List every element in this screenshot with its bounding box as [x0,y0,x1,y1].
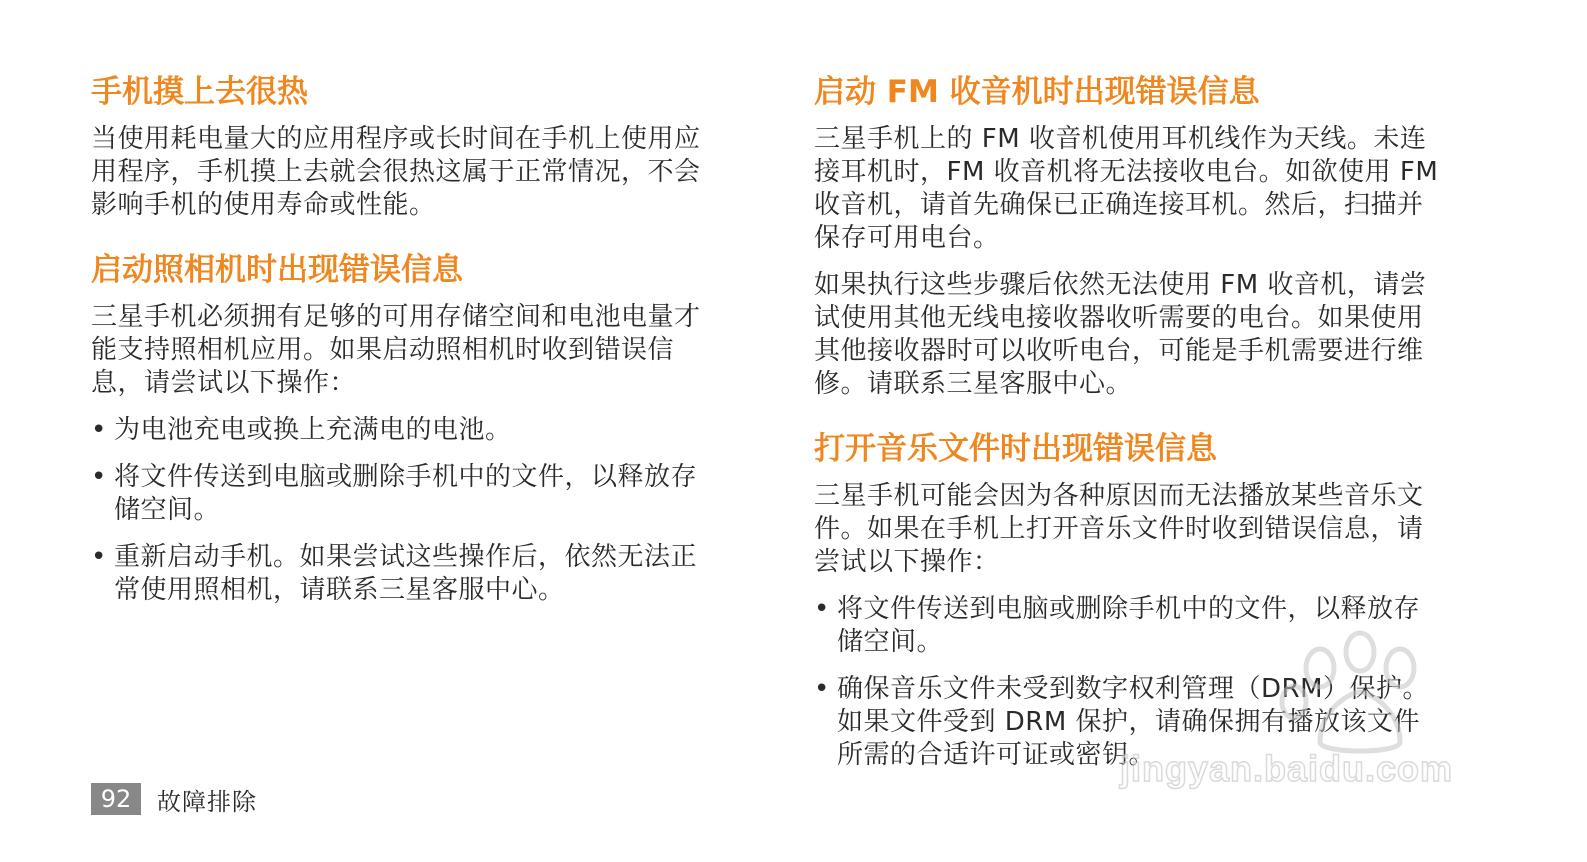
bullet-dot-icon: • [91,462,107,492]
body-paragraph [814,123,1486,255]
text-line: 重新启动手机。如果尝试这些操作后，依然无法正 [114,542,698,572]
text-line: 影响手机的使用寿命或性能。 [91,190,436,220]
text-line: 其他接收器时可以收听电台，可能是手机需要进行维 [814,336,1424,366]
text-line: 件。如果在手机上打开音乐文件时收到错误信息，请 [814,514,1424,544]
bullet-list [814,593,1486,772]
text-line: 接耳机时，FM 收音机将无法接收电台。如欲使用 FM [814,157,1439,187]
text-line: 当使用耗电量大的应用程序或长时间在手机上使用应 [91,124,701,154]
text-line: 三星手机必须拥有足够的可用存储空间和电池电量才 [91,302,701,332]
text-line: 三星手机可能会因为各种原因而无法播放某些音乐文 [814,481,1424,511]
body-paragraph [91,301,751,400]
body-paragraph [814,269,1486,401]
text-line: 收音机，请首先确保已正确连接耳机。然后，扫描并 [814,190,1424,220]
text-line: 尝试以下操作： [814,547,1000,577]
text-line: 将文件传送到电脑或删除手机中的文件，以释放存 [114,462,698,492]
text-line: 三星手机上的 FM 收音机使用耳机线作为天线。未连 [814,124,1427,154]
bullet-dot-icon: • [91,542,107,572]
bullet-dot-icon: • [91,415,107,445]
bullet-dot-icon: • [814,674,830,704]
section-title: 启动照相机时出现错误信息 [91,252,463,288]
left-column [91,70,751,633]
text-line: 所需的合适许可证或密钥。 [837,740,1156,770]
section-title: 打开音乐文件时出现错误信息 [814,431,1217,467]
text-line: 试使用其他无线电接收器收听需要的电台。如果使用 [814,303,1424,333]
text-line: 将文件传送到电脑或删除手机中的文件，以释放存 [837,594,1421,624]
page-number: 92 [91,783,141,815]
bullet-list [91,414,751,607]
text-line: 修。请联系三星客服中心。 [814,369,1133,399]
text-line: 如果文件受到 DRM 保护，请确保拥有播放该文件 [837,707,1421,737]
text-line: 为电池充电或换上充满电的电池。 [114,415,512,445]
text-line: 如果执行这些步骤后依然无法使用 FM 收音机，请尝 [814,270,1427,300]
bullet-item [814,673,1486,772]
bullet-item [814,593,1486,659]
text-line: 息，请尝试以下操作： [91,368,357,398]
body-paragraph [91,123,751,222]
body-paragraph [814,480,1486,579]
text-line: 常使用照相机，请联系三星客服中心。 [114,575,565,605]
section [814,70,1486,401]
text-line: 能支持照相机应用。如果启动照相机时收到错误信 [91,335,675,365]
bullet-item [91,541,751,607]
text-line: 确保音乐文件未受到数字权利管理（DRM）保护。 [837,674,1430,704]
bullet-item [91,414,751,447]
section [91,248,751,607]
section [91,70,751,222]
section-title: 手机摸上去很热 [91,74,308,110]
bullet-dot-icon: • [814,594,830,624]
section-title: 启动 FM 收音机时出现错误信息 [814,74,1260,110]
section [814,427,1486,772]
chapter-title: 故障排除 [157,787,257,816]
watermark-text: jingyan.baidu.com [1120,748,1454,789]
page-footer [91,783,257,815]
text-line: 储空间。 [114,495,221,525]
right-column [814,70,1486,798]
bullet-item [91,461,751,527]
text-line: 储空间。 [837,627,944,657]
text-line: 用程序，手机摸上去就会很热这属于正常情况，不会 [91,157,701,187]
text-line: 保存可用电台。 [814,223,1000,253]
